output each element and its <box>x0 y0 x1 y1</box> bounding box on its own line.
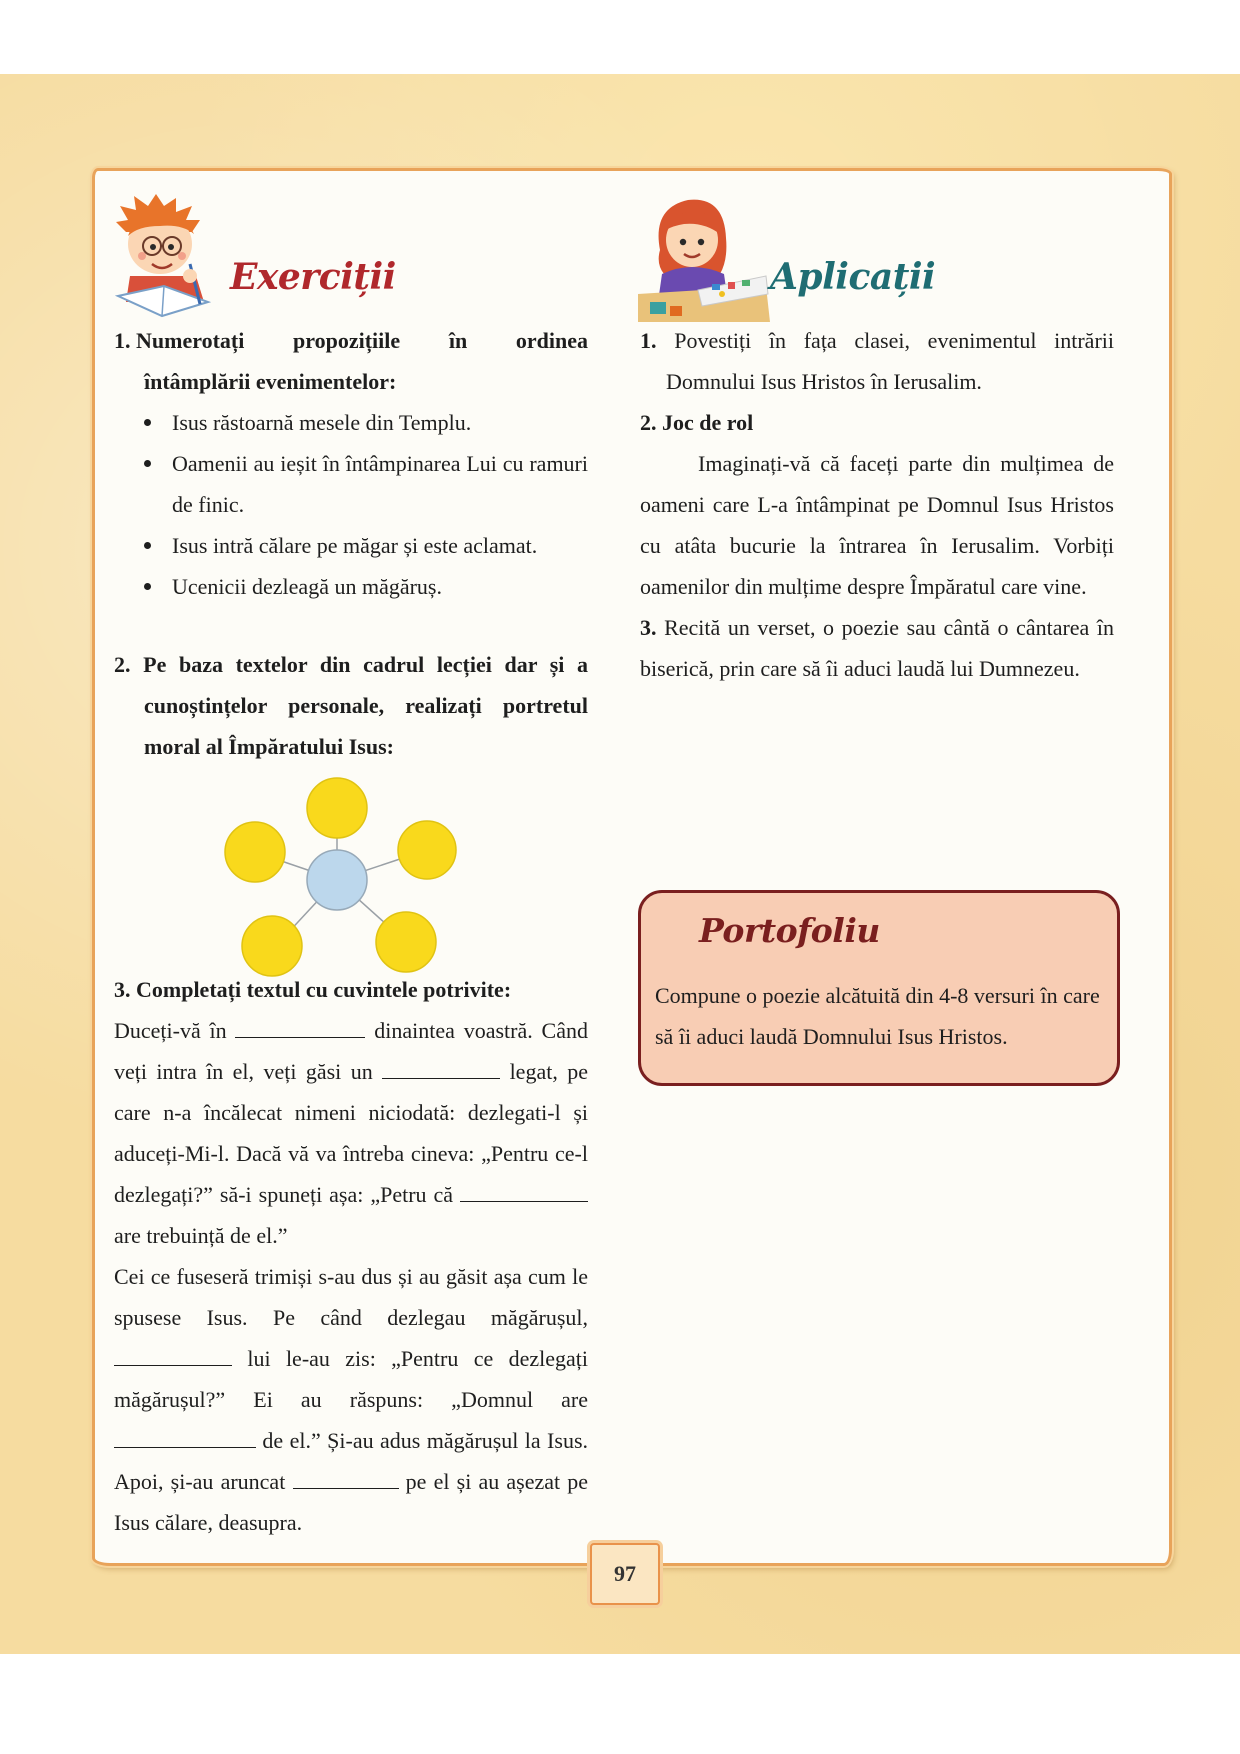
q3-number: 3. <box>114 977 131 1002</box>
portfolio-box <box>638 890 1120 1086</box>
girl-crafting-icon <box>638 190 770 322</box>
app-item-1 <box>640 320 1114 402</box>
fill-blank[interactable] <box>114 1343 232 1366</box>
app-number: 3. <box>640 615 657 640</box>
q1-word: Numerotați <box>136 328 245 353</box>
app-item-2-text: Imaginați-vă că faceți parte din mulțimea de oameni care L-a întâmpinat pe Domnul Isus Hristos cu atâta bucurie la întrarea în Ierusalim. Vorbiți oamenilor din mulțime despre Împăratul care vine. <box>640 451 1114 599</box>
q3-prompt: Completați textul cu cuvintele potrivite: <box>136 977 512 1002</box>
diagram-circle <box>398 821 456 879</box>
q3-text-part: lui le-au zis: „Pentru ce dezlegați măgărușul?” Ei au răspuns: „Domnul are <box>114 1346 589 1412</box>
fill-blank[interactable] <box>114 1425 256 1448</box>
list-item: Ucenicii dezleagă un măgăruș. <box>114 566 588 607</box>
q1-list <box>114 402 588 607</box>
list-item: Oamenii au ieșit în întâmpinarea Lui cu ramuri de finic. <box>114 443 588 525</box>
q3-text <box>114 1010 588 1543</box>
portrait-diagram <box>210 774 464 978</box>
q3-text-part: pe el și au așezat pe Isus călare, deasupra. <box>114 1469 589 1535</box>
q3-text-part: are trebuință de el.” <box>114 1223 288 1248</box>
q2-prompt: Pe baza textelor din cadrul lecției dar și a cunoștințelor personale, realizați portretul moral al Împăratului Isus: <box>143 652 589 759</box>
portfolio-title: Portofoliu <box>699 911 880 950</box>
app-text: Recită un verset, o poezie sau cântă o cântarea în biserică, prin care să îi aduci laudă lui Dumnezeu. <box>640 615 1115 681</box>
portfolio-text: Compune o poezie alcătuită din 4-8 versuri în care să îi aduci laudă Domnului Isus Hristos. <box>655 983 1100 1049</box>
list-item: Isus răstoarnă mesele din Templu. <box>114 402 588 443</box>
q3-text-part: de el.” Și-au adus măgărușul la Isus. Apoi, și-au aruncat <box>114 1428 589 1494</box>
aplicatii-heading: Aplicații <box>770 256 936 298</box>
q1-block <box>114 320 588 607</box>
app-item-2-title <box>640 402 1114 443</box>
list-item: Isus intră călare pe măgar și este aclamat. <box>114 525 588 566</box>
q3-text-part: dinaintea voastră. Când veți intra în el, veți găsi un <box>114 1018 588 1084</box>
app-number: 2. <box>640 410 657 435</box>
q3-text-part: Duceți-vă în <box>114 1018 227 1043</box>
q3-text-part: Cei ce fuseseră trimiși s-au dus și au găsit așa cum le spusese Isus. Pe când dezlegau măgărușul, <box>114 1264 588 1330</box>
q1-prompt-line2: întâmplării evenimentelor: <box>144 369 397 394</box>
app-text: Povestiți în fața clasei, evenimentul intrării Domnului Isus Hristos în Ierusalim. <box>666 328 1114 394</box>
q1-word: ordinea <box>515 328 588 353</box>
q1-prompt-line1 <box>114 320 588 361</box>
applications-block <box>640 320 1114 689</box>
q1-word: în <box>448 328 468 353</box>
app-number: 1. <box>640 328 657 353</box>
q2-block <box>114 644 588 767</box>
q3-text-part: legat, pe care n-a încălecat nimeni niciodată: dezlegati-l și aduceți-Mi-l. Dacă vă va întreba cineva: „Pentru ce-l dezlegați?” să-i spuneți așa: „Petru că <box>114 1059 588 1207</box>
q3-block <box>114 969 588 1543</box>
fill-blank[interactable] <box>235 1015 365 1038</box>
q1-number: 1. <box>114 328 131 353</box>
fill-blank[interactable] <box>293 1466 399 1489</box>
diagram-circle <box>242 916 302 976</box>
diagram-center-circle <box>307 850 367 910</box>
diagram-circle <box>307 778 367 838</box>
diagram-circle <box>225 822 285 882</box>
q2-number: 2. <box>114 652 131 677</box>
fill-blank[interactable] <box>460 1179 588 1202</box>
app-title: Joc de rol <box>662 410 754 435</box>
page-number: 97 <box>590 1543 660 1605</box>
q3-prompt-line <box>114 969 588 1010</box>
q1-word: propozițiile <box>293 328 401 353</box>
boy-writing-icon <box>112 192 212 324</box>
fill-blank[interactable] <box>382 1056 500 1079</box>
app-item-3 <box>640 607 1114 689</box>
diagram-circle <box>376 912 436 972</box>
exercitii-heading: Exerciții <box>230 256 396 298</box>
